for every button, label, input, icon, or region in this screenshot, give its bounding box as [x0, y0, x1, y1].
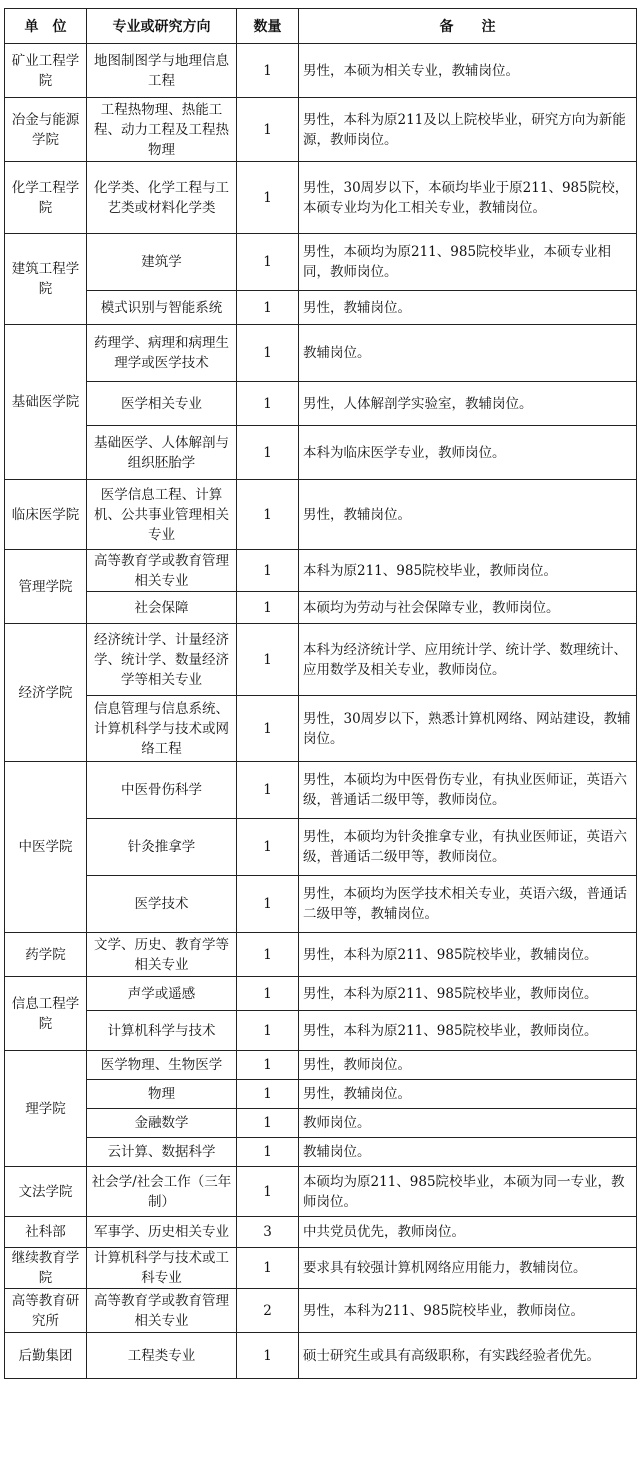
table-row	[5, 1051, 637, 1080]
unit-cell: 临床医学院	[5, 480, 87, 550]
note-cell: 男性，30周岁以下，本硕均毕业于原211、985院校，本硕专业均为化工相关专业，教辅岗位。	[299, 162, 637, 234]
qty-cell: 1	[237, 592, 299, 624]
table-row	[5, 234, 637, 291]
table-row	[5, 592, 637, 624]
table-row	[5, 162, 637, 234]
note-cell: 男性，本科为211、985院校毕业，教师岗位。	[299, 1289, 637, 1333]
table-row	[5, 382, 637, 426]
unit-cell: 建筑工程学院	[5, 234, 87, 325]
note-cell: 本科为临床医学专业，教师岗位。	[299, 426, 637, 480]
note-cell: 男性，本硕为相关专业，教辅岗位。	[299, 44, 637, 98]
qty-cell: 1	[237, 933, 299, 977]
major-cell: 药理学、病理和病理生理学或医学技术	[87, 325, 237, 382]
major-cell: 医学技术	[87, 876, 237, 933]
qty-cell: 1	[237, 1167, 299, 1217]
major-cell: 计算机科学与技术或工科专业	[87, 1248, 237, 1289]
table-row	[5, 1109, 637, 1138]
note-cell: 本科为原211、985院校毕业，教师岗位。	[299, 550, 637, 592]
unit-cell: 冶金与能源学院	[5, 98, 87, 162]
recruitment-table	[4, 8, 637, 1379]
major-cell: 建筑学	[87, 234, 237, 291]
note-cell: 本硕均为劳动与社会保障专业，教师岗位。	[299, 592, 637, 624]
table-row	[5, 1248, 637, 1289]
qty-cell: 1	[237, 1080, 299, 1109]
table-row	[5, 1217, 637, 1248]
qty-cell: 1	[237, 98, 299, 162]
table-body	[5, 44, 637, 1379]
qty-cell: 1	[237, 1051, 299, 1080]
qty-cell: 1	[237, 325, 299, 382]
note-cell: 男性，本硕均为针灸推拿专业，有执业医师证，英语六级，普通话二级甲等，教师岗位。	[299, 819, 637, 876]
qty-cell: 1	[237, 1011, 299, 1051]
note-cell: 男性，本科为原211及以上院校毕业，研究方向为新能源，教师岗位。	[299, 98, 637, 162]
unit-cell: 经济学院	[5, 624, 87, 762]
table-row	[5, 98, 637, 162]
table-row	[5, 1138, 637, 1167]
table-row	[5, 550, 637, 592]
note-cell: 男性，教辅岗位。	[299, 480, 637, 550]
unit-cell: 管理学院	[5, 550, 87, 624]
header-note: 备 注	[299, 9, 637, 44]
qty-cell: 1	[237, 162, 299, 234]
unit-cell: 继续教育学院	[5, 1248, 87, 1289]
qty-cell: 1	[237, 480, 299, 550]
qty-cell: 1	[237, 382, 299, 426]
qty-cell: 2	[237, 1289, 299, 1333]
qty-cell: 1	[237, 696, 299, 762]
major-cell: 计算机科学与技术	[87, 1011, 237, 1051]
major-cell: 中医骨伤科学	[87, 762, 237, 819]
major-cell: 高等教育学或教育管理相关专业	[87, 550, 237, 592]
qty-cell: 1	[237, 291, 299, 325]
note-cell: 男性，本科为原211、985院校毕业，教师岗位。	[299, 977, 637, 1011]
major-cell: 医学信息工程、计算机、公共事业管理相关专业	[87, 480, 237, 550]
unit-cell: 药学院	[5, 933, 87, 977]
table-row	[5, 1080, 637, 1109]
unit-cell: 文法学院	[5, 1167, 87, 1217]
table-row	[5, 933, 637, 977]
unit-cell: 基础医学院	[5, 325, 87, 480]
header-major: 专业或研究方向	[87, 9, 237, 44]
major-cell: 云计算、数据科学	[87, 1138, 237, 1167]
qty-cell: 1	[237, 1138, 299, 1167]
major-cell: 工程类专业	[87, 1333, 237, 1379]
qty-cell: 1	[237, 819, 299, 876]
major-cell: 高等教育学或教育管理相关专业	[87, 1289, 237, 1333]
note-cell: 教师岗位。	[299, 1109, 637, 1138]
major-cell: 医学物理、生物医学	[87, 1051, 237, 1080]
qty-cell: 1	[237, 1248, 299, 1289]
table-row	[5, 819, 637, 876]
major-cell: 地图制图学与地理信息工程	[87, 44, 237, 98]
major-cell: 经济统计学、计量经济学、统计学、数量经济学等相关专业	[87, 624, 237, 696]
table-row	[5, 876, 637, 933]
unit-cell: 化学工程学院	[5, 162, 87, 234]
header-row	[5, 9, 637, 44]
major-cell: 信息管理与信息系统、计算机科学与技术或网络工程	[87, 696, 237, 762]
table-row	[5, 762, 637, 819]
major-cell: 模式识别与智能系统	[87, 291, 237, 325]
qty-cell: 1	[237, 1333, 299, 1379]
major-cell: 化学类、化学工程与工艺类或材料化学类	[87, 162, 237, 234]
note-cell: 本硕均为原211、985院校毕业，本硕为同一专业，教师岗位。	[299, 1167, 637, 1217]
major-cell: 金融数学	[87, 1109, 237, 1138]
table-row	[5, 1011, 637, 1051]
major-cell: 医学相关专业	[87, 382, 237, 426]
qty-cell: 1	[237, 426, 299, 480]
note-cell: 要求具有较强计算机网络应用能力，教辅岗位。	[299, 1248, 637, 1289]
unit-cell: 矿业工程学院	[5, 44, 87, 98]
table-row	[5, 1167, 637, 1217]
unit-cell: 信息工程学院	[5, 977, 87, 1051]
note-cell: 本科为经济统计学、应用统计学、统计学、数理统计、应用数学及相关专业，教师岗位。	[299, 624, 637, 696]
note-cell: 男性，本科为原211、985院校毕业，教师岗位。	[299, 1011, 637, 1051]
table-row	[5, 426, 637, 480]
qty-cell: 1	[237, 876, 299, 933]
note-cell: 中共党员优先，教师岗位。	[299, 1217, 637, 1248]
note-cell: 教辅岗位。	[299, 1138, 637, 1167]
note-cell: 男性，本硕均为中医骨伤专业，有执业医师证，英语六级，普通话二级甲等，教师岗位。	[299, 762, 637, 819]
note-cell: 教辅岗位。	[299, 325, 637, 382]
table-row	[5, 977, 637, 1011]
note-cell: 男性，本硕均为原211、985院校毕业，本硕专业相同，教师岗位。	[299, 234, 637, 291]
note-cell: 男性，教师岗位。	[299, 1051, 637, 1080]
table-row	[5, 291, 637, 325]
table-row	[5, 1289, 637, 1333]
major-cell: 社会学/社会工作（三年制）	[87, 1167, 237, 1217]
unit-cell: 后勤集团	[5, 1333, 87, 1379]
table-row	[5, 325, 637, 382]
qty-cell: 1	[237, 44, 299, 98]
unit-cell: 理学院	[5, 1051, 87, 1167]
table-row	[5, 696, 637, 762]
note-cell: 男性，本科为原211、985院校毕业，教辅岗位。	[299, 933, 637, 977]
unit-cell: 高等教育研究所	[5, 1289, 87, 1333]
qty-cell: 1	[237, 234, 299, 291]
qty-cell: 1	[237, 1109, 299, 1138]
major-cell: 声学或遥感	[87, 977, 237, 1011]
unit-cell: 中医学院	[5, 762, 87, 933]
major-cell: 社会保障	[87, 592, 237, 624]
qty-cell: 1	[237, 624, 299, 696]
table-row	[5, 1333, 637, 1379]
note-cell: 男性，教辅岗位。	[299, 291, 637, 325]
major-cell: 军事学、历史相关专业	[87, 1217, 237, 1248]
table-row	[5, 44, 637, 98]
major-cell: 文学、历史、教育学等相关专业	[87, 933, 237, 977]
header-qty: 数量	[237, 9, 299, 44]
note-cell: 男性，本硕均为医学技术相关专业，英语六级，普通话二级甲等，教辅岗位。	[299, 876, 637, 933]
table-row	[5, 480, 637, 550]
note-cell: 男性，人体解剖学实验室，教辅岗位。	[299, 382, 637, 426]
qty-cell: 1	[237, 550, 299, 592]
major-cell: 针灸推拿学	[87, 819, 237, 876]
note-cell: 男性，教辅岗位。	[299, 1080, 637, 1109]
header-unit: 单 位	[5, 9, 87, 44]
major-cell: 基础医学、人体解剖与组织胚胎学	[87, 426, 237, 480]
unit-cell: 社科部	[5, 1217, 87, 1248]
note-cell: 男性，30周岁以下，熟悉计算机网络、网站建设，教辅岗位。	[299, 696, 637, 762]
major-cell: 物理	[87, 1080, 237, 1109]
note-cell: 硕士研究生或具有高级职称，有实践经验者优先。	[299, 1333, 637, 1379]
qty-cell: 1	[237, 762, 299, 819]
major-cell: 工程热物理、热能工程、动力工程及工程热物理	[87, 98, 237, 162]
qty-cell: 3	[237, 1217, 299, 1248]
qty-cell: 1	[237, 977, 299, 1011]
table-row	[5, 624, 637, 696]
